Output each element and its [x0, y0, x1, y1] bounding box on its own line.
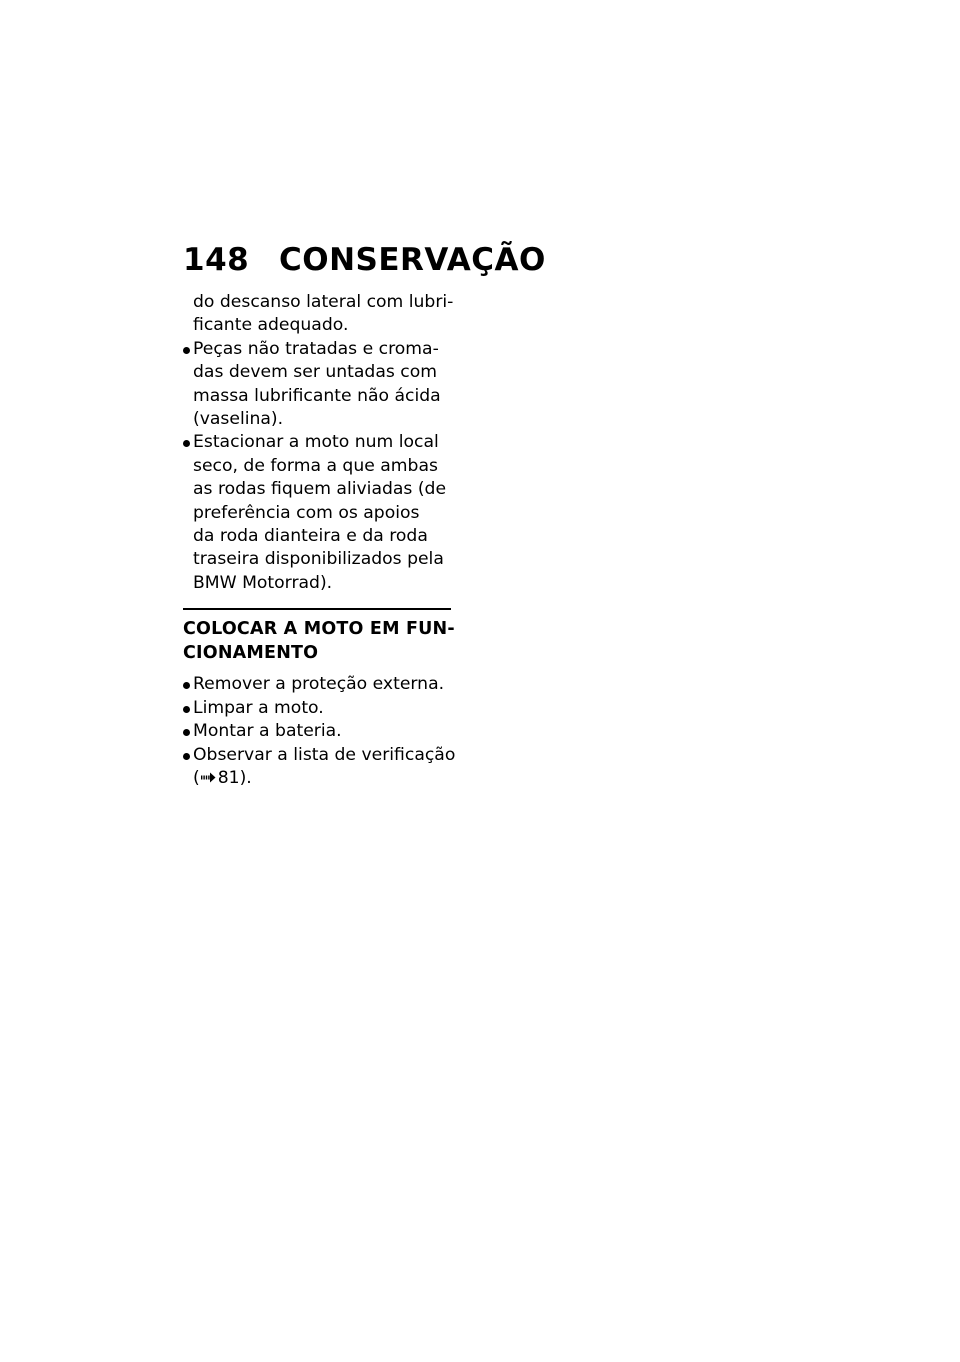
- list-item: [183, 720, 451, 743]
- bullet-icon: [183, 706, 190, 713]
- page-reference[interactable]: [193, 767, 451, 790]
- bullet-icon: [183, 682, 190, 689]
- list-item: [183, 697, 451, 720]
- text-line: do descanso lateral com lubri-: [193, 292, 454, 312]
- bullet-icon: [183, 729, 190, 736]
- arrow-right-icon: [201, 772, 216, 783]
- section-heading: [183, 617, 455, 665]
- text-line: da roda dianteira e da roda: [193, 526, 428, 547]
- page-number: 148: [183, 242, 250, 278]
- bullet-icon: [183, 347, 190, 354]
- text-line: massa lubrificante não ácida: [193, 385, 441, 406]
- page-header: [183, 240, 546, 280]
- heading-line: COLOCAR A MOTO EM FUN-: [183, 619, 455, 640]
- reference-open: (: [193, 767, 200, 788]
- list-item: [183, 431, 451, 595]
- reference-close: ).: [239, 767, 252, 788]
- text-line: as rodas fiquem aliviadas (de: [193, 479, 447, 500]
- text-line: (vaselina).: [193, 409, 284, 430]
- heading-line: CIONAMENTO: [183, 643, 319, 664]
- text-line: Remover a proteção externa.: [193, 674, 445, 695]
- list-item: [183, 673, 451, 696]
- text-line: seco, de forma a que ambas: [193, 455, 438, 476]
- reference-page: 81: [217, 767, 240, 788]
- text-line: Peças não tratadas e croma-: [193, 338, 439, 359]
- text-line: Observar a lista de verificação: [193, 744, 456, 765]
- list-item: [183, 338, 451, 432]
- text-line: BMW Motorrad).: [193, 572, 333, 593]
- checklist: [183, 673, 456, 790]
- bullet-icon: [183, 753, 190, 760]
- text-line: Montar a bateria.: [193, 721, 342, 742]
- list-item: [183, 744, 456, 791]
- bullet-icon: [183, 440, 190, 447]
- text-line: traseira disponibilizados pela: [193, 549, 444, 570]
- content-column: [183, 291, 456, 790]
- text-line: Limpar a moto.: [193, 697, 324, 718]
- section-divider: [183, 608, 451, 610]
- text-line: preferência com os apoios: [193, 502, 420, 523]
- chapter-title: CONSERVAÇÃO: [279, 242, 546, 278]
- text-line: ficante adequado.: [193, 315, 349, 336]
- continuation-paragraph: [183, 291, 454, 338]
- text-line: das devem ser untadas com: [193, 362, 437, 383]
- text-line: Estacionar a moto num local: [193, 432, 439, 453]
